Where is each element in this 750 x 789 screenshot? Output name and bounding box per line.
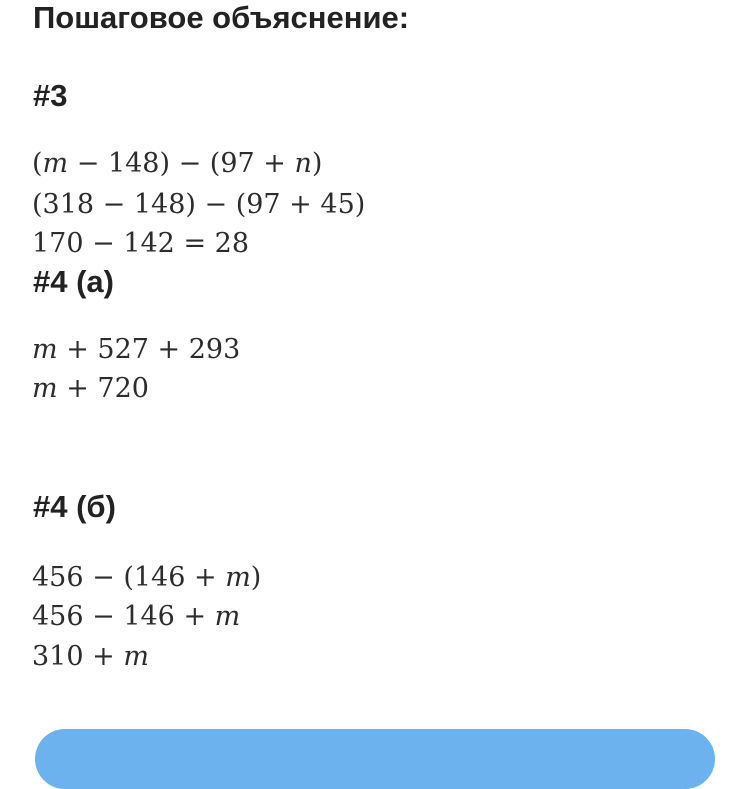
math-line: (m − 148) − (97 + n) xyxy=(32,148,323,179)
math-line: 456 − (146 + m) xyxy=(32,562,262,593)
math-line: m + 720 xyxy=(32,373,149,404)
section-heading-4a: #4 (а) xyxy=(33,264,114,299)
math-line: 456 − 146 + m xyxy=(32,601,241,632)
math-line: 310 + m xyxy=(32,641,149,672)
page-title: Пошаговое объяснение: xyxy=(33,0,410,35)
math-line: m + 527 + 293 xyxy=(32,334,241,365)
math-line: 170 − 142 = 28 xyxy=(32,228,250,259)
section-heading-3: #3 xyxy=(33,78,68,113)
section-heading-4b: #4 (б) xyxy=(33,489,116,524)
math-line: (318 − 148) − (97 + 45) xyxy=(32,189,366,220)
action-button[interactable] xyxy=(35,729,715,789)
